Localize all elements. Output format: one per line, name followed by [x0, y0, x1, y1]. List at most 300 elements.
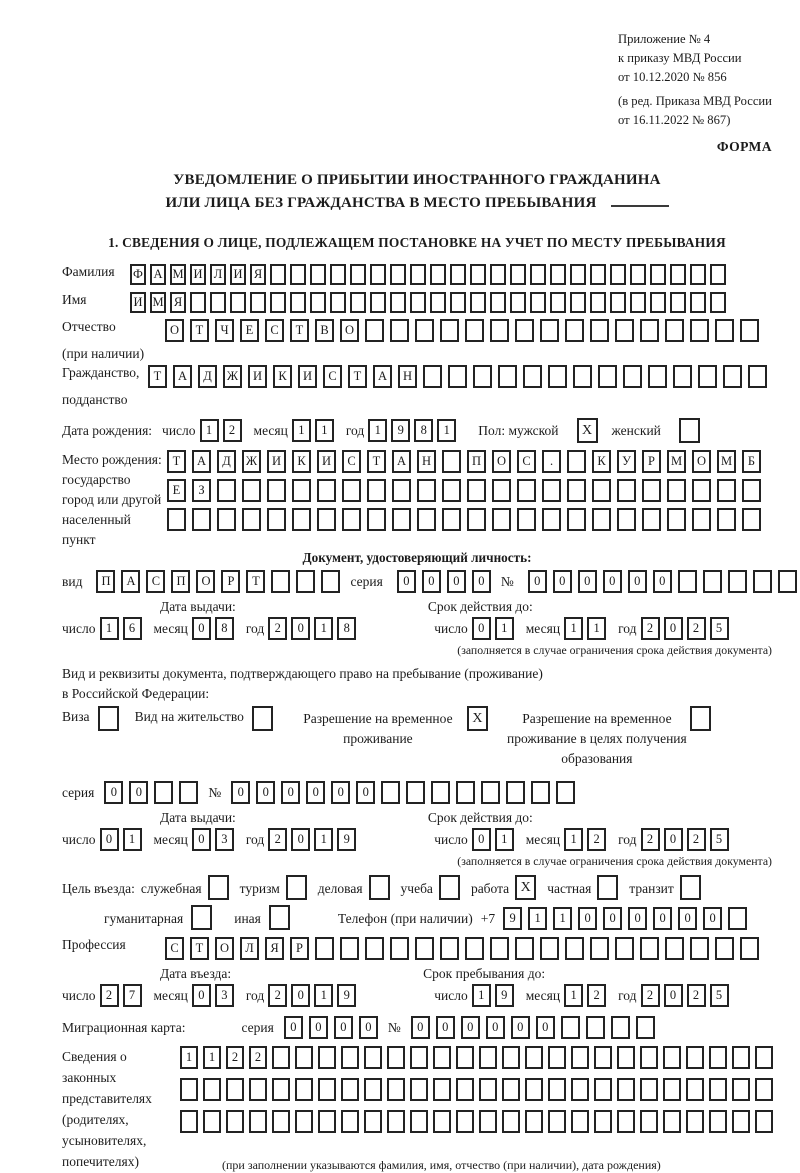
char-cell[interactable]: [272, 1046, 290, 1069]
char-cell[interactable]: Д: [217, 450, 236, 473]
char-cell[interactable]: [249, 1110, 267, 1133]
char-cell[interactable]: [492, 508, 511, 531]
char-cell[interactable]: 0: [472, 617, 491, 640]
char-cell[interactable]: [226, 1078, 244, 1101]
char-cell[interactable]: [390, 937, 409, 960]
char-cell[interactable]: 0: [472, 828, 491, 851]
char-cell[interactable]: [481, 781, 500, 804]
char-cell[interactable]: [272, 1078, 290, 1101]
char-cell[interactable]: М: [150, 292, 166, 313]
char-cell[interactable]: [525, 1078, 543, 1101]
char-cell[interactable]: [515, 937, 534, 960]
char-cell[interactable]: [440, 319, 459, 342]
char-cell[interactable]: [630, 292, 646, 313]
char-cell[interactable]: [709, 1078, 727, 1101]
char-cell[interactable]: [611, 1016, 630, 1039]
char-cell[interactable]: 2: [226, 1046, 244, 1069]
char-cell[interactable]: 0: [256, 781, 275, 804]
purpose-turizm-checkbox[interactable]: [286, 875, 307, 900]
char-cell[interactable]: [450, 264, 466, 285]
char-cell[interactable]: [190, 292, 206, 313]
char-cell[interactable]: 1: [495, 828, 514, 851]
purpose-rabota-checkbox[interactable]: X: [515, 875, 536, 900]
char-cell[interactable]: [732, 1110, 750, 1133]
char-cell[interactable]: [640, 1046, 658, 1069]
char-cell[interactable]: [470, 264, 486, 285]
char-cell[interactable]: 0: [653, 907, 672, 930]
char-cell[interactable]: 1: [292, 419, 311, 442]
char-cell[interactable]: 2: [641, 984, 660, 1007]
char-cell[interactable]: [571, 1110, 589, 1133]
char-cell[interactable]: У: [617, 450, 636, 473]
char-cell[interactable]: [365, 937, 384, 960]
char-cell[interactable]: [548, 1078, 566, 1101]
char-cell[interactable]: [502, 1046, 520, 1069]
char-cell[interactable]: 8: [215, 617, 234, 640]
char-cell[interactable]: [740, 937, 759, 960]
sex-female-checkbox[interactable]: [679, 418, 700, 443]
char-cell[interactable]: 0: [306, 781, 325, 804]
char-cell[interactable]: [442, 508, 461, 531]
char-cell[interactable]: [663, 1046, 681, 1069]
char-cell[interactable]: Т: [167, 450, 186, 473]
char-cell[interactable]: [415, 319, 434, 342]
char-cell[interactable]: [440, 937, 459, 960]
char-cell[interactable]: [542, 508, 561, 531]
char-cell[interactable]: Т: [190, 937, 209, 960]
char-cell[interactable]: [342, 508, 361, 531]
char-cell[interactable]: [617, 1078, 635, 1101]
char-cell[interactable]: [318, 1046, 336, 1069]
char-cell[interactable]: 8: [414, 419, 433, 442]
char-cell[interactable]: [748, 365, 767, 388]
char-cell[interactable]: [548, 1110, 566, 1133]
char-cell[interactable]: 1: [587, 617, 606, 640]
char-cell[interactable]: 8: [337, 617, 356, 640]
char-cell[interactable]: [249, 1078, 267, 1101]
char-cell[interactable]: О: [165, 319, 184, 342]
char-cell[interactable]: 1: [528, 907, 547, 930]
char-cell[interactable]: [717, 479, 736, 502]
purpose-tranzit-checkbox[interactable]: [680, 875, 701, 900]
residence-permit-checkbox[interactable]: [252, 706, 273, 731]
char-cell[interactable]: А: [373, 365, 392, 388]
char-cell[interactable]: [717, 508, 736, 531]
char-cell[interactable]: 1: [315, 419, 334, 442]
char-cell[interactable]: [431, 781, 450, 804]
char-cell[interactable]: [673, 365, 692, 388]
char-cell[interactable]: 0: [603, 907, 622, 930]
char-cell[interactable]: [490, 937, 509, 960]
char-cell[interactable]: Р: [221, 570, 240, 593]
char-cell[interactable]: Т: [246, 570, 265, 593]
char-cell[interactable]: [548, 1046, 566, 1069]
char-cell[interactable]: [490, 319, 509, 342]
char-cell[interactable]: [617, 1046, 635, 1069]
char-cell[interactable]: [530, 264, 546, 285]
char-cell[interactable]: [179, 781, 198, 804]
char-cell[interactable]: С: [517, 450, 536, 473]
char-cell[interactable]: [154, 781, 173, 804]
char-cell[interactable]: [710, 292, 726, 313]
char-cell[interactable]: 0: [664, 828, 683, 851]
char-cell[interactable]: 1: [472, 984, 491, 1007]
char-cell[interactable]: [690, 264, 706, 285]
char-cell[interactable]: И: [248, 365, 267, 388]
char-cell[interactable]: [330, 264, 346, 285]
char-cell[interactable]: Р: [642, 450, 661, 473]
char-cell[interactable]: 9: [495, 984, 514, 1007]
char-cell[interactable]: 5: [710, 828, 729, 851]
char-cell[interactable]: 0: [129, 781, 148, 804]
char-cell[interactable]: [709, 1046, 727, 1069]
char-cell[interactable]: [490, 292, 506, 313]
char-cell[interactable]: Я: [250, 264, 266, 285]
char-cell[interactable]: [267, 479, 286, 502]
char-cell[interactable]: К: [273, 365, 292, 388]
char-cell[interactable]: 1: [564, 984, 583, 1007]
char-cell[interactable]: [640, 937, 659, 960]
char-cell[interactable]: [698, 365, 717, 388]
char-cell[interactable]: [617, 508, 636, 531]
char-cell[interactable]: [542, 479, 561, 502]
purpose-inaya-checkbox[interactable]: [269, 905, 290, 930]
char-cell[interactable]: Е: [240, 319, 259, 342]
char-cell[interactable]: 0: [678, 907, 697, 930]
char-cell[interactable]: 0: [291, 828, 310, 851]
char-cell[interactable]: 0: [628, 570, 647, 593]
purpose-chastnaya-checkbox[interactable]: [597, 875, 618, 900]
char-cell[interactable]: 0: [447, 570, 466, 593]
char-cell[interactable]: [270, 292, 286, 313]
char-cell[interactable]: [390, 292, 406, 313]
char-cell[interactable]: С: [146, 570, 165, 593]
char-cell[interactable]: [510, 264, 526, 285]
char-cell[interactable]: [525, 1046, 543, 1069]
char-cell[interactable]: [433, 1078, 451, 1101]
char-cell[interactable]: [390, 319, 409, 342]
char-cell[interactable]: [723, 365, 742, 388]
char-cell[interactable]: [592, 508, 611, 531]
char-cell[interactable]: 0: [461, 1016, 480, 1039]
char-cell[interactable]: 7: [123, 984, 142, 1007]
char-cell[interactable]: [456, 1078, 474, 1101]
char-cell[interactable]: [365, 319, 384, 342]
char-cell[interactable]: [272, 1110, 290, 1133]
char-cell[interactable]: 2: [249, 1046, 267, 1069]
char-cell[interactable]: [250, 292, 266, 313]
char-cell[interactable]: О: [215, 937, 234, 960]
char-cell[interactable]: [715, 319, 734, 342]
char-cell[interactable]: И: [317, 450, 336, 473]
char-cell[interactable]: [525, 1110, 543, 1133]
char-cell[interactable]: [678, 570, 697, 593]
char-cell[interactable]: [364, 1110, 382, 1133]
char-cell[interactable]: 0: [411, 1016, 430, 1039]
char-cell[interactable]: [364, 1078, 382, 1101]
char-cell[interactable]: 2: [223, 419, 242, 442]
char-cell[interactable]: 0: [231, 781, 250, 804]
char-cell[interactable]: [617, 1110, 635, 1133]
char-cell[interactable]: [550, 264, 566, 285]
char-cell[interactable]: [715, 937, 734, 960]
char-cell[interactable]: 9: [391, 419, 410, 442]
char-cell[interactable]: [517, 479, 536, 502]
char-cell[interactable]: П: [171, 570, 190, 593]
char-cell[interactable]: [392, 508, 411, 531]
char-cell[interactable]: [590, 264, 606, 285]
char-cell[interactable]: [690, 319, 709, 342]
char-cell[interactable]: 2: [687, 617, 706, 640]
char-cell[interactable]: [570, 292, 586, 313]
char-cell[interactable]: Ж: [242, 450, 261, 473]
char-cell[interactable]: [310, 264, 326, 285]
char-cell[interactable]: [506, 781, 525, 804]
char-cell[interactable]: [410, 1046, 428, 1069]
char-cell[interactable]: [556, 781, 575, 804]
char-cell[interactable]: 2: [100, 984, 119, 1007]
char-cell[interactable]: [217, 479, 236, 502]
char-cell[interactable]: [180, 1110, 198, 1133]
char-cell[interactable]: [703, 570, 722, 593]
char-cell[interactable]: [636, 1016, 655, 1039]
char-cell[interactable]: [364, 1046, 382, 1069]
char-cell[interactable]: 0: [291, 617, 310, 640]
char-cell[interactable]: 1: [180, 1046, 198, 1069]
char-cell[interactable]: [295, 1046, 313, 1069]
char-cell[interactable]: К: [292, 450, 311, 473]
char-cell[interactable]: [709, 1110, 727, 1133]
char-cell[interactable]: [317, 479, 336, 502]
char-cell[interactable]: [267, 508, 286, 531]
char-cell[interactable]: [456, 1110, 474, 1133]
char-cell[interactable]: 2: [587, 984, 606, 1007]
char-cell[interactable]: 0: [436, 1016, 455, 1039]
char-cell[interactable]: [490, 264, 506, 285]
char-cell[interactable]: [610, 292, 626, 313]
char-cell[interactable]: С: [323, 365, 342, 388]
char-cell[interactable]: 9: [337, 984, 356, 1007]
char-cell[interactable]: [610, 264, 626, 285]
char-cell[interactable]: [341, 1078, 359, 1101]
char-cell[interactable]: [517, 508, 536, 531]
char-cell[interactable]: [341, 1110, 359, 1133]
char-cell[interactable]: [592, 479, 611, 502]
char-cell[interactable]: [523, 365, 542, 388]
char-cell[interactable]: 0: [703, 907, 722, 930]
char-cell[interactable]: 0: [553, 570, 572, 593]
char-cell[interactable]: [410, 1078, 428, 1101]
char-cell[interactable]: [210, 292, 226, 313]
char-cell[interactable]: [467, 508, 486, 531]
char-cell[interactable]: [423, 365, 442, 388]
char-cell[interactable]: И: [130, 292, 146, 313]
char-cell[interactable]: [778, 570, 797, 593]
char-cell[interactable]: [594, 1110, 612, 1133]
char-cell[interactable]: [755, 1110, 773, 1133]
char-cell[interactable]: [341, 1046, 359, 1069]
char-cell[interactable]: [387, 1046, 405, 1069]
char-cell[interactable]: 0: [486, 1016, 505, 1039]
char-cell[interactable]: О: [692, 450, 711, 473]
char-cell[interactable]: [573, 365, 592, 388]
char-cell[interactable]: [290, 264, 306, 285]
char-cell[interactable]: [226, 1110, 244, 1133]
char-cell[interactable]: В: [315, 319, 334, 342]
char-cell[interactable]: Т: [148, 365, 167, 388]
char-cell[interactable]: [430, 292, 446, 313]
char-cell[interactable]: [690, 292, 706, 313]
char-cell[interactable]: [498, 365, 517, 388]
char-cell[interactable]: [270, 264, 286, 285]
char-cell[interactable]: [242, 508, 261, 531]
char-cell[interactable]: 0: [291, 984, 310, 1007]
char-cell[interactable]: О: [196, 570, 215, 593]
char-cell[interactable]: [342, 479, 361, 502]
char-cell[interactable]: О: [492, 450, 511, 473]
visa-checkbox[interactable]: [98, 706, 119, 731]
char-cell[interactable]: Ч: [215, 319, 234, 342]
char-cell[interactable]: [753, 570, 772, 593]
char-cell[interactable]: Ж: [223, 365, 242, 388]
char-cell[interactable]: [317, 508, 336, 531]
char-cell[interactable]: К: [592, 450, 611, 473]
char-cell[interactable]: Т: [367, 450, 386, 473]
char-cell[interactable]: [292, 508, 311, 531]
char-cell[interactable]: [640, 1078, 658, 1101]
char-cell[interactable]: 1: [553, 907, 572, 930]
char-cell[interactable]: [296, 570, 315, 593]
char-cell[interactable]: 0: [192, 617, 211, 640]
char-cell[interactable]: [479, 1046, 497, 1069]
char-cell[interactable]: [367, 508, 386, 531]
char-cell[interactable]: [387, 1110, 405, 1133]
char-cell[interactable]: [548, 365, 567, 388]
char-cell[interactable]: [410, 292, 426, 313]
char-cell[interactable]: [665, 937, 684, 960]
char-cell[interactable]: 0: [628, 907, 647, 930]
char-cell[interactable]: С: [165, 937, 184, 960]
char-cell[interactable]: [217, 508, 236, 531]
char-cell[interactable]: А: [392, 450, 411, 473]
char-cell[interactable]: [686, 1110, 704, 1133]
char-cell[interactable]: 0: [536, 1016, 555, 1039]
char-cell[interactable]: [318, 1110, 336, 1133]
char-cell[interactable]: [387, 1078, 405, 1101]
char-cell[interactable]: [502, 1078, 520, 1101]
sex-male-checkbox[interactable]: X: [577, 418, 598, 443]
char-cell[interactable]: [492, 479, 511, 502]
char-cell[interactable]: Т: [290, 319, 309, 342]
char-cell[interactable]: [742, 508, 761, 531]
char-cell[interactable]: [465, 937, 484, 960]
char-cell[interactable]: [292, 479, 311, 502]
char-cell[interactable]: [470, 292, 486, 313]
char-cell[interactable]: Л: [240, 937, 259, 960]
char-cell[interactable]: 0: [331, 781, 350, 804]
char-cell[interactable]: [430, 264, 446, 285]
char-cell[interactable]: И: [298, 365, 317, 388]
char-cell[interactable]: 3: [215, 984, 234, 1007]
char-cell[interactable]: [203, 1078, 221, 1101]
char-cell[interactable]: [473, 365, 492, 388]
char-cell[interactable]: [732, 1046, 750, 1069]
char-cell[interactable]: 0: [603, 570, 622, 593]
char-cell[interactable]: Е: [167, 479, 186, 502]
char-cell[interactable]: П: [467, 450, 486, 473]
char-cell[interactable]: [510, 292, 526, 313]
char-cell[interactable]: Т: [348, 365, 367, 388]
char-cell[interactable]: [686, 1046, 704, 1069]
char-cell[interactable]: 0: [472, 570, 491, 593]
char-cell[interactable]: С: [342, 450, 361, 473]
char-cell[interactable]: [442, 450, 461, 473]
char-cell[interactable]: [540, 937, 559, 960]
char-cell[interactable]: [350, 264, 366, 285]
char-cell[interactable]: 2: [268, 984, 287, 1007]
char-cell[interactable]: [448, 365, 467, 388]
char-cell[interactable]: Я: [170, 292, 186, 313]
char-cell[interactable]: [180, 1078, 198, 1101]
char-cell[interactable]: [686, 1078, 704, 1101]
char-cell[interactable]: 0: [281, 781, 300, 804]
char-cell[interactable]: [742, 479, 761, 502]
char-cell[interactable]: [665, 319, 684, 342]
char-cell[interactable]: [642, 508, 661, 531]
char-cell[interactable]: 0: [397, 570, 416, 593]
char-cell[interactable]: Н: [398, 365, 417, 388]
char-cell[interactable]: [167, 508, 186, 531]
char-cell[interactable]: [640, 1110, 658, 1133]
char-cell[interactable]: [310, 292, 326, 313]
char-cell[interactable]: 2: [641, 828, 660, 851]
char-cell[interactable]: [350, 292, 366, 313]
char-cell[interactable]: [755, 1046, 773, 1069]
char-cell[interactable]: [648, 365, 667, 388]
char-cell[interactable]: А: [173, 365, 192, 388]
char-cell[interactable]: 1: [314, 617, 333, 640]
char-cell[interactable]: [203, 1110, 221, 1133]
char-cell[interactable]: [590, 319, 609, 342]
temp-residence-checkbox[interactable]: X: [467, 706, 488, 731]
char-cell[interactable]: [615, 319, 634, 342]
char-cell[interactable]: [690, 937, 709, 960]
char-cell[interactable]: 2: [687, 984, 706, 1007]
char-cell[interactable]: 2: [587, 828, 606, 851]
char-cell[interactable]: 5: [710, 617, 729, 640]
char-cell[interactable]: [594, 1046, 612, 1069]
char-cell[interactable]: [623, 365, 642, 388]
char-cell[interactable]: [692, 479, 711, 502]
char-cell[interactable]: [640, 319, 659, 342]
char-cell[interactable]: 0: [309, 1016, 328, 1039]
char-cell[interactable]: [479, 1110, 497, 1133]
char-cell[interactable]: М: [667, 450, 686, 473]
char-cell[interactable]: [417, 479, 436, 502]
char-cell[interactable]: 0: [578, 907, 597, 930]
char-cell[interactable]: [630, 264, 646, 285]
char-cell[interactable]: [410, 1110, 428, 1133]
char-cell[interactable]: [192, 508, 211, 531]
char-cell[interactable]: [433, 1046, 451, 1069]
char-cell[interactable]: 1: [203, 1046, 221, 1069]
char-cell[interactable]: 1: [368, 419, 387, 442]
char-cell[interactable]: 3: [215, 828, 234, 851]
char-cell[interactable]: [728, 570, 747, 593]
char-cell[interactable]: [450, 292, 466, 313]
char-cell[interactable]: 1: [564, 828, 583, 851]
char-cell[interactable]: [390, 264, 406, 285]
